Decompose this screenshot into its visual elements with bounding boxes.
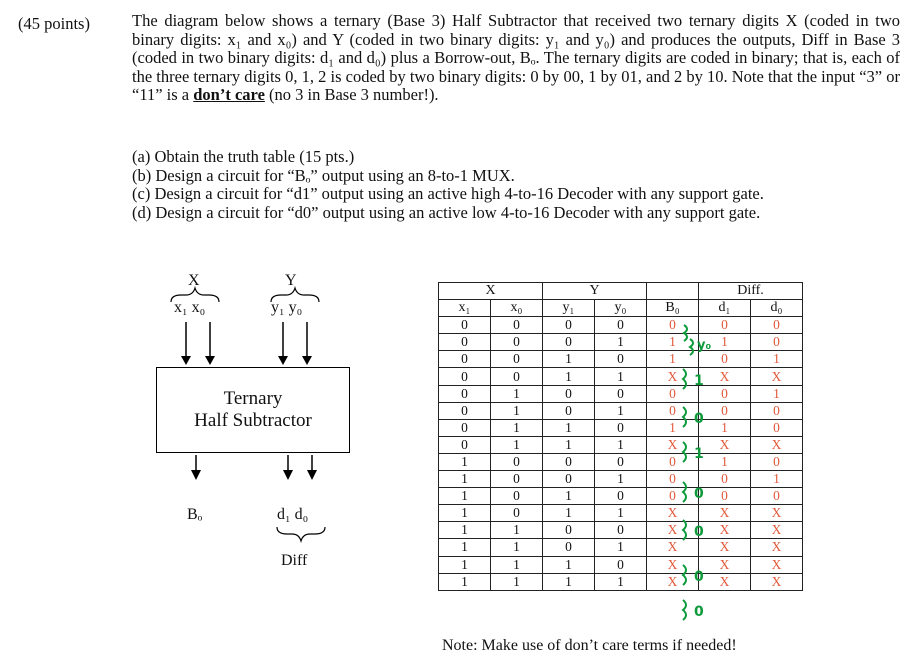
table-cell: X <box>699 505 751 522</box>
table-cell: 1 <box>751 385 803 402</box>
table-cell: 0 <box>595 522 647 539</box>
table-cell: 0 <box>543 453 595 470</box>
annotation-label: 1 <box>694 373 704 389</box>
table-cell: X <box>751 368 803 385</box>
green-brace <box>690 339 693 355</box>
table-cell: 1 <box>491 522 543 539</box>
output-bo-label: Bₒ <box>187 506 203 523</box>
table-cell: 0 <box>439 368 491 385</box>
table-cell: 0 <box>595 351 647 368</box>
table-cell: X <box>699 573 751 590</box>
table-cell: 0 <box>491 351 543 368</box>
table-cell: 1 <box>595 505 647 522</box>
table-cell: 0 <box>751 402 803 419</box>
table-cell: 1 <box>751 471 803 488</box>
table-cell: 1 <box>439 453 491 470</box>
table-cell: X <box>647 368 699 385</box>
table-cell: 0 <box>439 385 491 402</box>
annotation-label: 1 <box>694 446 704 462</box>
table-note: Note: Make use of don’t care terms if needed! <box>442 637 737 654</box>
table-cell: X <box>751 573 803 590</box>
green-brace <box>683 482 686 502</box>
table-cell: 1 <box>595 573 647 590</box>
table-cell: 0 <box>647 453 699 470</box>
table-cell: 1 <box>439 471 491 488</box>
green-brace <box>684 325 687 341</box>
column-header: y₁ <box>543 300 595 317</box>
table-cell: 1 <box>491 436 543 453</box>
green-brace <box>683 565 686 585</box>
table-cell: 0 <box>699 351 751 368</box>
part-d: (d) Design a circuit for “d0” output using an active low 4-to-16 Decoder with any support gate. <box>132 202 761 222</box>
table-cell: 0 <box>491 471 543 488</box>
table-cell: 0 <box>751 317 803 334</box>
statement-text-post: (no 3 in Base 3 number!). <box>264 85 439 104</box>
table-cell: 0 <box>491 453 543 470</box>
annotation-label: 0 <box>694 486 704 502</box>
table-cell: 0 <box>699 402 751 419</box>
table-cell: 0 <box>699 317 751 334</box>
annotation-label: 0 <box>694 569 704 585</box>
table-cell: 0 <box>751 419 803 436</box>
group-header-y: Y <box>543 283 647 300</box>
part-c: (c) Design a circuit for “d1” output using an active high 4-to-16 Decoder with any support gate. <box>132 184 764 203</box>
table-cell: 1 <box>543 488 595 505</box>
table-cell: 0 <box>699 385 751 402</box>
table-cell: 1 <box>647 419 699 436</box>
table-cell: 0 <box>543 471 595 488</box>
table-cell: 0 <box>595 556 647 573</box>
annotation-label: 0 <box>694 604 704 620</box>
table-cell: 0 <box>595 317 647 334</box>
table-cell: 0 <box>751 334 803 351</box>
points-label: (45 points) <box>18 14 90 33</box>
table-cell: 1 <box>439 522 491 539</box>
table-cell: 1 <box>491 573 543 590</box>
green-brace <box>683 520 686 540</box>
table-cell: X <box>647 505 699 522</box>
table-cell: X <box>751 505 803 522</box>
table-cell: 0 <box>491 368 543 385</box>
table-cell: 0 <box>699 488 751 505</box>
table-cell: 0 <box>647 385 699 402</box>
input-y-label: Y <box>285 272 297 289</box>
column-header: x₁ <box>439 300 491 317</box>
part-a: (a) Obtain the truth table (15 pts.) <box>132 147 355 166</box>
output-d-bits: d₁ d₀ <box>277 506 309 523</box>
table-cell: 0 <box>491 334 543 351</box>
table-cell: X <box>699 436 751 453</box>
green-brace <box>683 369 686 389</box>
table-cell: 1 <box>439 505 491 522</box>
table-cell: 0 <box>647 317 699 334</box>
table-cell: 0 <box>491 317 543 334</box>
table-cell: 1 <box>543 505 595 522</box>
table-cell: 1 <box>491 402 543 419</box>
table-cell: X <box>647 539 699 556</box>
table-cell: 0 <box>647 488 699 505</box>
table-cell: X <box>751 522 803 539</box>
table-cell: 0 <box>595 385 647 402</box>
table-cell: 1 <box>439 556 491 573</box>
table-cell: 0 <box>543 385 595 402</box>
column-header: y₀ <box>595 300 647 317</box>
table-cell: 1 <box>595 539 647 556</box>
table-cell: 0 <box>751 453 803 470</box>
table-cell: 0 <box>751 488 803 505</box>
table-cell: X <box>699 368 751 385</box>
input-x-bits: x₁ x₀ <box>174 299 206 316</box>
table-cell: 1 <box>543 419 595 436</box>
output-diff-label: Diff <box>281 552 308 569</box>
table-cell: 1 <box>491 556 543 573</box>
group-header-diff: Diff. <box>699 283 803 300</box>
table-cell: 1 <box>543 436 595 453</box>
table-cell: 0 <box>595 453 647 470</box>
table-cell: 0 <box>543 334 595 351</box>
column-header: x₀ <box>491 300 543 317</box>
table-cell: 0 <box>595 488 647 505</box>
table-cell: 0 <box>543 402 595 419</box>
table-cell: 1 <box>751 351 803 368</box>
column-header: d₀ <box>751 300 803 317</box>
table-cell: X <box>751 556 803 573</box>
table-cell: 0 <box>543 317 595 334</box>
table-cell: 0 <box>439 419 491 436</box>
table-cell: 0 <box>439 351 491 368</box>
table-cell: X <box>751 436 803 453</box>
table-cell: 0 <box>439 317 491 334</box>
table-cell: 0 <box>439 402 491 419</box>
table-cell: 1 <box>699 334 751 351</box>
annotation-label: 0 <box>694 411 704 427</box>
annotation-label: 0 <box>694 524 704 540</box>
green-brace <box>683 442 686 462</box>
table-cell: X <box>647 436 699 453</box>
table-cell: 0 <box>543 539 595 556</box>
table-cell: X <box>647 522 699 539</box>
column-header: B₀ <box>647 300 699 317</box>
table-cell: 1 <box>595 368 647 385</box>
input-y-bits: y₁ y₀ <box>271 299 303 316</box>
table-cell: 0 <box>543 522 595 539</box>
table-cell: 1 <box>595 471 647 488</box>
green-brace <box>683 600 686 620</box>
table-cell: 0 <box>699 471 751 488</box>
table-cell: 1 <box>491 539 543 556</box>
table-cell: 0 <box>647 402 699 419</box>
table-cell: 1 <box>439 573 491 590</box>
table-cell: X <box>699 556 751 573</box>
table-cell: X <box>647 556 699 573</box>
table-cell: 1 <box>543 368 595 385</box>
table-cell: 1 <box>595 334 647 351</box>
table-cell: 0 <box>439 436 491 453</box>
block-label-line2: Half Subtractor <box>194 410 312 431</box>
table-cell: 1 <box>543 351 595 368</box>
annotation-label: y₀ <box>697 338 712 353</box>
table-cell: X <box>699 539 751 556</box>
table-cell: 0 <box>491 505 543 522</box>
block-label-line1: Ternary <box>223 388 283 409</box>
table-cell: 1 <box>439 539 491 556</box>
table-cell: 1 <box>595 402 647 419</box>
group-header-x: X <box>439 283 543 300</box>
table-cell: 1 <box>647 334 699 351</box>
table-cell: 1 <box>491 419 543 436</box>
table-cell: 1 <box>543 556 595 573</box>
statement-emphasis: don’t care <box>193 85 265 104</box>
column-header: d₁ <box>699 300 751 317</box>
green-brace <box>683 407 686 427</box>
table-cell: 1 <box>699 419 751 436</box>
table-cell: 1 <box>543 573 595 590</box>
table-cell: 1 <box>699 453 751 470</box>
input-x-label: X <box>188 272 200 289</box>
table-cell: 0 <box>595 419 647 436</box>
table-cell: 1 <box>647 351 699 368</box>
table-cell: X <box>647 573 699 590</box>
table-cell: 1 <box>491 385 543 402</box>
statement-text-pre: The diagram below shows a ternary (Base 3) Half Subtractor that received two ternary digits X (coded in two binary digits: x₁ and x₀) and Y (coded in two binary digits: y₁ and y₀) and produces the outputs, Diff in Base 3 (coded in two binary digits: d₁ and d₀) plus a Borrow-out, Bₒ. The ternary digits are coded in binary; that is, each of the three ternary digits 0, 1, 2 is coded by two binary digits: 0 by 00, 1 by 01, and 2 by 10. Note that the input “3” or “11” is a <box>132 11 900 104</box>
table-cell: 1 <box>439 488 491 505</box>
table-cell: X <box>699 522 751 539</box>
table-cell: 0 <box>491 488 543 505</box>
table-cell: X <box>751 539 803 556</box>
table-cell: 1 <box>595 436 647 453</box>
table-cell: 0 <box>439 334 491 351</box>
table-cell: 0 <box>647 471 699 488</box>
part-b: (b) Design a circuit for “Bₒ” output using an 8-to-1 MUX. <box>132 165 515 185</box>
